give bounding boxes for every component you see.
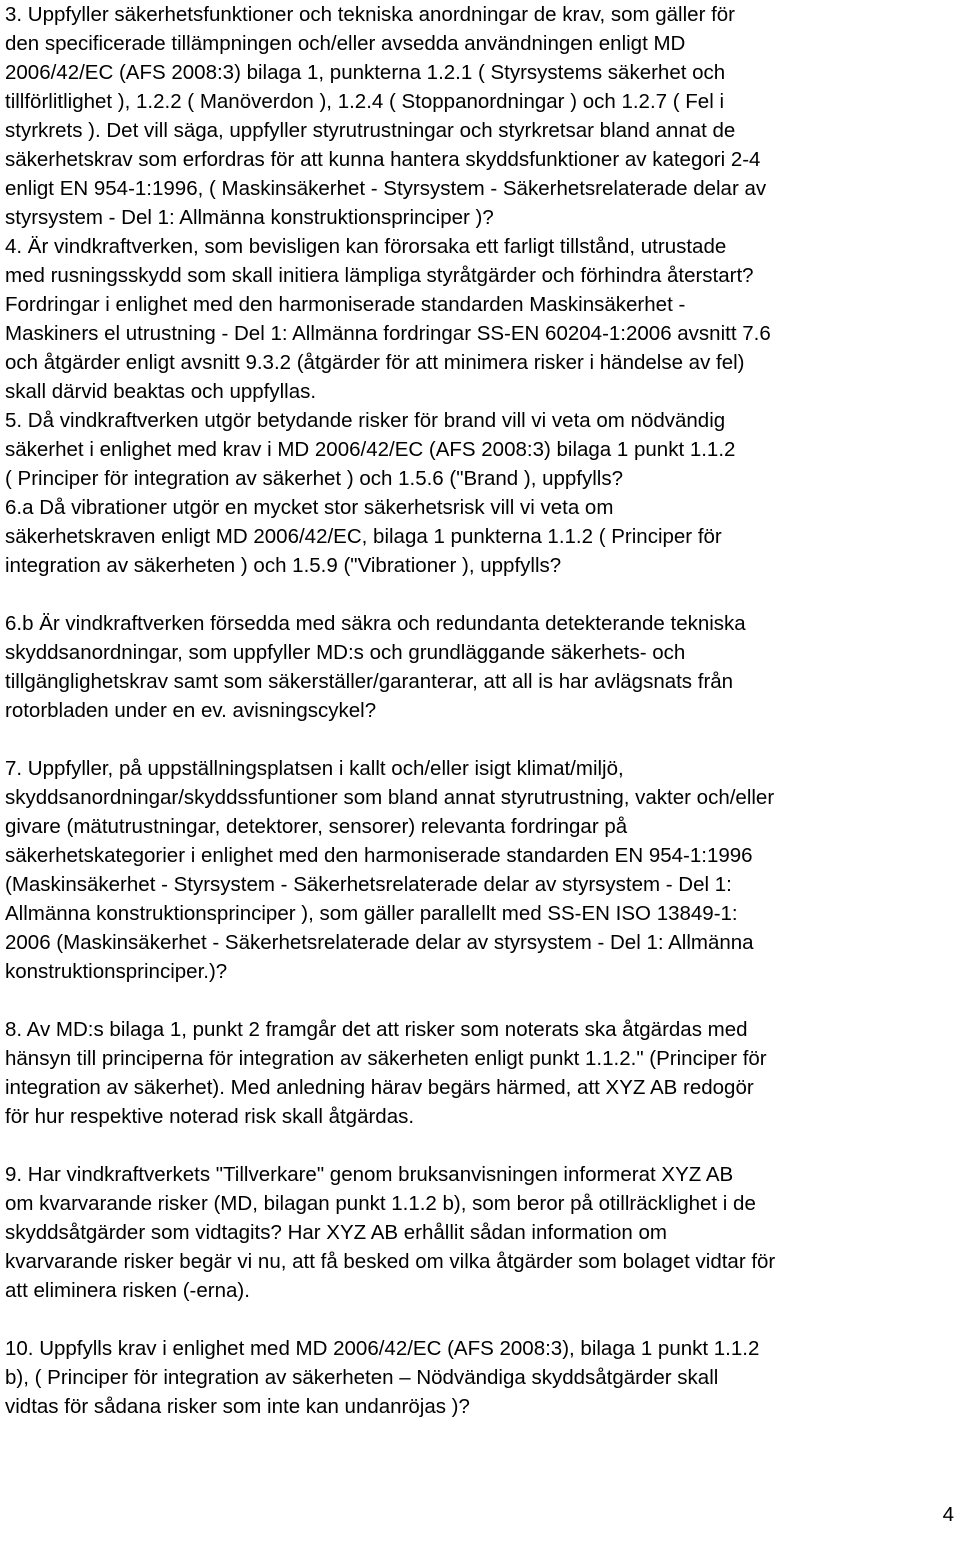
paragraph-item-6a: 6.a Då vibrationer utgör en mycket stor säkerhetsrisk vill vi veta om säkerhetskraven enligt MD 2006/42/EC, bilaga 1 punkterna 1.1.2 ( Principer för integration av säkerheten ) och 1.5.9 ("Vibrationer ), uppfylls? <box>5 496 722 577</box>
page-number: 4 <box>942 1503 954 1526</box>
paragraph-item-3: 3. Uppfyller säkerhetsfunktioner och tekniska anordningar de krav, som gäller för den specificerade tillämpningen och/eller avsedda användningen enligt MD 2006/42/EC (AFS 2008:3) bilaga 1, punkterna 1.2.1 ( Styrsystems säkerhet och tillförlitlighet ), 1.2.2 ( Manöverdon ), 1.2.4 ( Stoppanordningar ) och 1.2.7 ( Fel i styrkrets ). Det vill säga, uppfyller styrutrustningar och styrkretsar bland annat de säkerhetskrav som erfordras för att kunna hantera skyddsfunktioner av kategori 2-4 enligt EN 954-1:1996, ( Maskinsäkerhet - Styrsystem - Säkerhetsrelaterade delar av styrsystem - Del 1: Allmänna konstruktionsprinciper )? <box>5 3 767 229</box>
paragraph-item-8: 8. Av MD:s bilaga 1, punkt 2 framgår det att risker som noterats ska åtgärdas med hänsyn till principerna för integration av säkerheten enligt punkt 1.1.2." (Principer för integration av säkerhet). Med anledning härav begärs härmed, att XYZ AB redogör för hur respektive noterad risk skall åtgärdas. <box>5 1018 767 1128</box>
document-page <box>5 0 957 1421</box>
paragraph-item-6b: 6.b Är vindkraftverken försedda med säkra och redundanta detekterande tekniska skyddsanordningar, som uppfyller MD:s och grundläggande säkerhets- och tillgänglighetskrav samt som säkerställer/garanterar, att all is har avlägsnats från rotorbladen under en ev. avisningscykel? <box>5 612 746 722</box>
paragraph-item-9: 9. Har vindkraftverkets "Tillverkare" genom bruksanvisningen informerat XYZ AB om kvarvarande risker (MD, bilagan punkt 1.1.2 b), som beror på otillräcklighet i de skyddsåtgärder som vidtagits? Har XYZ AB erhållit sådan information om kvarvarande risker begär vi nu, att få besked om vilka åtgärder som bolaget vidtar för att eliminera risken (-erna). <box>5 1163 776 1302</box>
paragraph-item-10: 10. Uppfylls krav i enlighet med MD 2006/42/EC (AFS 2008:3), bilaga 1 punkt 1.1.2 b), ( Principer för integration av säkerheten – Nödvändiga skyddsåtgärder skall vidtas för sådana risker som inte kan undanröjas )? <box>5 1337 760 1418</box>
paragraph-item-4: 4. Är vindkraftverken, som bevisligen kan förorsaka ett farligt tillstånd, utrustade med rusningsskydd som skall initiera lämpliga styråtgärder och förhindra återstart? Fordringar i enlighet med den harmoniserade standarden Maskinsäkerhet - Maskiners el utrustning - Del 1: Allmänna fordringar SS-EN 60204-1:2006 avsnitt 7.6 och åtgärder enligt avsnitt 9.3.2 (åtgärder för att minimera risker i händelse av fel) skall därvid beaktas och uppfyllas. <box>5 235 771 403</box>
paragraph-item-5: 5. Då vindkraftverken utgör betydande risker för brand vill vi veta om nödvändig säkerhet i enlighet med krav i MD 2006/42/EC (AFS 2008:3) bilaga 1 punkt 1.1.2 ( Principer för integration av säkerhet ) och 1.5.6 ("Brand ), uppfylls? <box>5 409 736 490</box>
paragraph-item-7: 7. Uppfyller, på uppställningsplatsen i kallt och/eller isigt klimat/miljö, skyddsanordningar/skyddssfuntioner som bland annat styrutrustning, vakter och/eller givare (mätutrustningar, detektorer, sensorer) relevanta fordringar på säkerhetskategorier i enlighet med den harmoniserade standarden EN 954-1:1996 (Maskinsäkerhet - Styrsystem - Säkerhetsrelaterade delar av styrsystem - Del 1: Allmänna konstruktionsprinciper ), som gäller parallellt med SS-EN ISO 13849-1: 2006 (Maskinsäkerhet - Säkerhetsrelaterade delar av styrsystem - Del 1: Allmänna konstruktionsprinciper.)? <box>5 757 775 983</box>
